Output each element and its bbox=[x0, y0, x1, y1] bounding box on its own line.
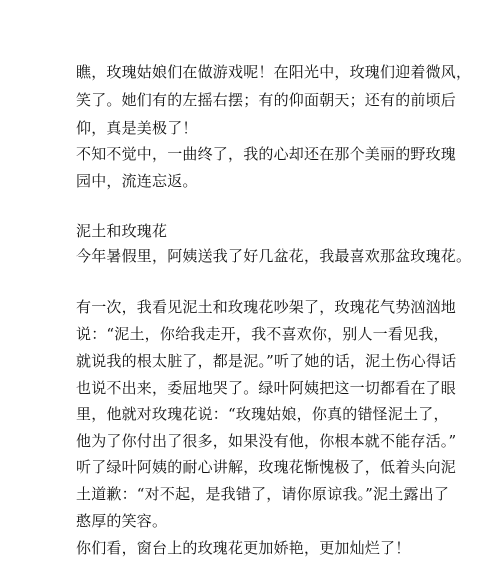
text-line: 今年暑假里，阿姨送我了好几盆花，我最喜欢那盆玫瑰花。 bbox=[76, 247, 472, 265]
text-line: 也说不出来，委屈地哭了。绿叶阿姨把这一切都看在了眼 bbox=[76, 379, 457, 397]
text-line: 说：“泥土，你给我走开，我不喜欢你，别人一看见我， bbox=[76, 325, 449, 343]
text-line: 你们看，窗台上的玫瑰花更加娇艳，更加灿烂了！ bbox=[76, 539, 411, 557]
text-line: 里，他就对玫瑰花说：“玫瑰姑娘，你真的错怪泥土了， bbox=[76, 405, 449, 423]
text-line: 园中，流连忘返。 bbox=[76, 172, 198, 190]
text-line: 不知不觉中，一曲终了，我的心却还在那个美丽的野玫瑰 bbox=[76, 145, 457, 163]
text-line: 有一次，我看见泥土和玫瑰花吵架了，玫瑰花气势汹汹地 bbox=[76, 298, 457, 316]
text-line: 听了绿叶阿姨的耐心讲解，玫瑰花惭愧极了，低着头向泥 bbox=[76, 458, 457, 476]
text-line: 憨厚的笑容。 bbox=[76, 512, 168, 530]
text-line: 笑了。她们有的左摇右摆；有的仰面朝天；还有的前顷后 bbox=[76, 91, 457, 109]
text-line: 他为了你付出了很多，如果没有他，你根本就不能存活。” bbox=[76, 432, 457, 450]
text-line: 仰，真是美极了！ bbox=[76, 119, 198, 137]
text-line: 土道歉：“对不起，是我错了，请你原谅我。”泥土露出了 bbox=[76, 485, 450, 503]
text-line: 瞧，玫瑰姑娘们在做游戏呢！在阳光中，玫瑰们迎着微风， bbox=[76, 63, 472, 81]
section-heading: 泥土和玫瑰花 bbox=[76, 222, 168, 240]
text-line: 就说我的根太脏了，都是泥。”听了她的话，泥土伤心得话 bbox=[76, 352, 457, 370]
